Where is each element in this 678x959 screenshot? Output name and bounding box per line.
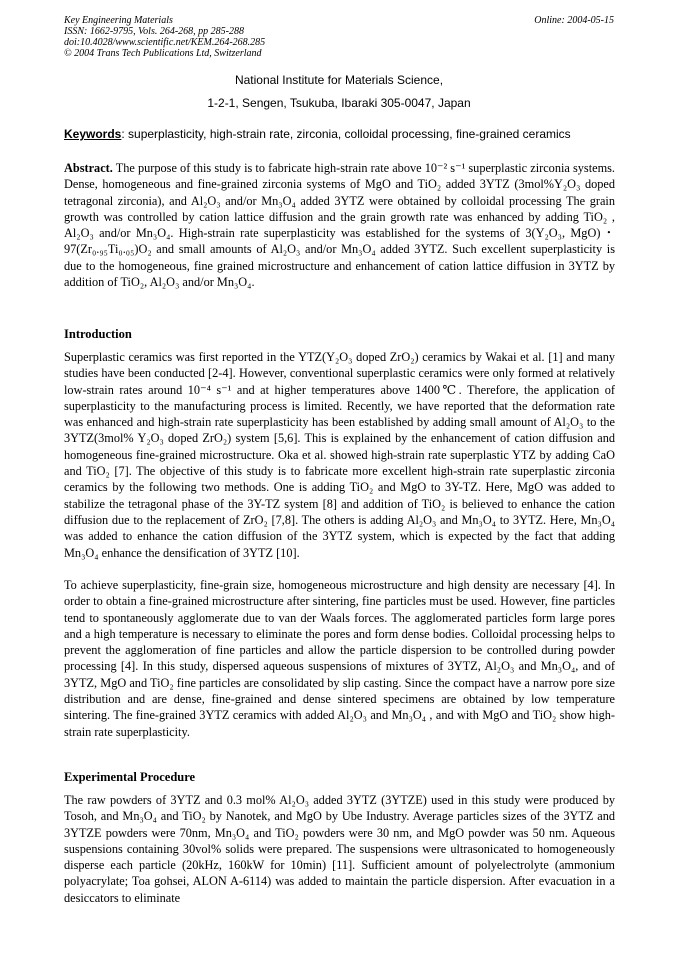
keywords-line [64,127,614,141]
affiliation-line-1: National Institute for Materials Science, [234,73,444,87]
experimental-heading: Experimental Procedure [64,770,196,784]
copyright-line: © 2004 Trans Tech Publications Ltd, Switzerland [64,48,262,59]
journal-name: Key Engineering Materials [64,15,173,26]
online-date: Online: 2004-05-15 [534,15,614,26]
introduction-paragraph-1: Superplastic ceramics was first reported in the YTZ(Y₂O₃ doped ZrO₂) ceramics by Wakai et al. [1] and many studies have been conducted [2-4]. However, conventional superplastic ceramics were only formed at relatively low-strain rates around 10⁻⁴ s⁻¹ and at higher temperatures above 1400℃. Therefore, the application of superplasticity to the manufacturing process is limited. Recently, we have reported that the deformation rate was enhanced and high-strain rate superplasticity has been established by adding small amount of Al₂O₃ to the 3YTZ(3mol% Y₂O₃ doped ZrO₂) system [5,6]. This is explained by the enhancement of cation diffusion and homogeneous fine-grained microstructure. Oka et al. showed high-strain rate superplastic YTZ by adding CaO and TiO₂ [7]. The objective of this study is to fabricate more excellent high-strain rate superplastic zirconia ceramics by the following two methods. One is adding TiO₂ and MgO to 3Y-TZ. Here, MgO was added to stabilize the tetragonal phase of the 3Y-TZ system [8] and addition of TiO₂ is believed to enhance the cation diffusion due to the replacement of ZrO₂ [7,8]. The others is adding Al₂O₃ and Mn₃O₄ to 3YTZ. Here, Mn₃O₄ was added to enhance the cation diffusion of the 3YTZ system, which is expected by the fact that adding Mn₃O₄ enhance the densification of 3YTZ [10]. [64,350,615,560]
experimental-paragraph-1: The raw powders of 3YTZ and 0.3 mol% Al₂O₃ added 3YTZ (3YTZE) used in this study were produced by Tosoh, and Mn₃O₄ and TiO₂ by Nanotek, and MgO by Ube Industry. Average particles sizes of the 3YTZ and 3YTZE powders were 70nm, Mn₃O₄ and TiO₂ powders were 30 nm, and MgO powder was 50 nm. Aqueous suspensions containing 30vol% solids were prepared. The suspensions were ultrasonicated to homogeneously disperse each particle (20kHz, 160kW for 10min) [11]. Sufficient amount of polyelectrolyte (ammonium polyacrylate; Toa gohsei, ALON A-6114) was added to maintain the particle dispersion. After evacuation in a desiccators to eliminate [64,793,615,905]
doi-line: doi:10.4028/www.scientific.net/KEM.264-268.285 [64,37,266,48]
abstract-label: Abstract. [64,161,113,175]
affiliation-line-2: 1-2-1, Sengen, Tsukuba, Ibaraki 305-0047, Japan [207,96,471,110]
journal-header [64,15,265,59]
abstract-paragraph [64,160,615,290]
introduction-heading: Introduction [64,327,132,341]
abstract-text: The purpose of this study is to fabricate high-strain rate above 10⁻² s⁻¹ superplastic zirconia systems. Dense, homogeneous and fine-grained zirconia systems of MgO and TiO₂ added 3YTZ (3mol%Y₂O₃ doped tetragonal zirconia), and Al₂O₃ and/or Mn₃O₄ added 3YTZ were obtained by colloidal processing The grain growth was controlled by cation lattice diffusion and the grain growth rate was enhanced by adding TiO₂ , Al₂O₃ and/or Mn₃O₄. High-strain rate superplasticity was established for the systems of 3(Y₂O₃, MgO)・97(Zr₀.₉₅Ti₀.₀₅)O₂ and small amounts of Al₂O₃ and/or Mn₃O₄ added 3YTZ. Such excellent superplasticity is due to the homogeneous, fine grained microstructure and enhancement of cation lattice diffusion in 3YTZ by addition of TiO₂, Al₂O₃ and/or Mn₃O₄. [64,161,615,290]
issn-line: ISSN: 1662-9795, Vols. 264-268, pp 285-288 [64,26,244,37]
introduction-paragraph-2: To achieve superplasticity, fine-grain size, homogeneous microstructure and high density are necessary [4]. In order to obtain a fine-grained microstructure after sintering, fine particles must be used. However, fine particles tend to spontaneously agglomerate due to van der Waals forces. The agglomerated particles form large pores and a high temperature is necessary to eliminate the pores and form dense bodies. Colloidal processing helps to prevent the agglomeration of fine particles and allow the particle dispersion to be controlled during powder processing [4]. In this study, dispersed aqueous suspensions of mixtures of 3YTZ, Al₂O₃ and Mn₃O₄, and of 3YTZ, MgO and TiO₂ fine particles are consolidated by slip casting. Since the compact have a narrow pore size distribution and are dense, fine-grained and dense sintered specimens are obtained by low temperature sintering. The fine-grained 3YTZ ceramics with added Al₂O₃ and Mn₃O₄ , and with MgO and TiO₂ show high-strain rate superplasticity. [64,578,615,739]
keywords-text: : superplasticity, high-strain rate, zirconia, colloidal processing, fine-grained ceramics [121,127,571,141]
keywords-label: Keywords [64,127,122,141]
